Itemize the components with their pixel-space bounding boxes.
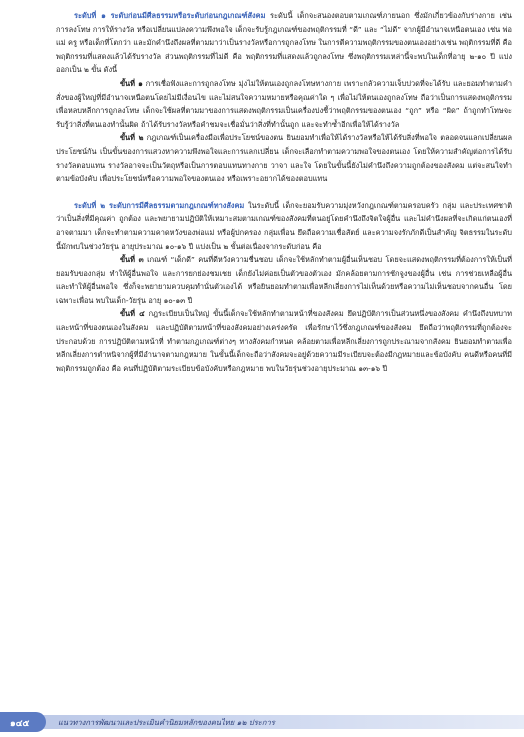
paragraph-stage-2 xyxy=(56,131,512,185)
stage-4-heading: ขั้นที่ ๔ xyxy=(120,309,145,319)
page-number: ๑๔๕ xyxy=(10,719,30,729)
stage-4-text: กฎระเบียบเป็นใหญ่ ขั้นนี้เด็กจะใช้หลักทำตามหน้าที่ของสังคม ยึดปฏิบัติการเป็นส่วนหนึ่งของสังคม คำนึงถึงบทบาทและหน้าที่ของตนเองในสังคม และปฏิบัติตามหน้าที่ของสังคมอย่างเคร่งครัด เพื่อรักษาไว้ซึ่งกฎเกณฑ์ของสังคม ยึดถือว่าพฤติกรรมที่ถูกต้องจะประกอบด้วย การปฏิบัติตามหน้าที่ ทำตามกฎเกณฑ์ต่างๆ ทางสังคมกำหนด คล้อยตามเพื่อหลีกเลี่ยงการถูกประณามจากสังคม ยินยอมทำตามเพื่อหลีกเลี่ยงการตำหนิจากผู้ที่มีอำนาจตามกฎหมาย ในขั้นนี้เด็กจะถือว่าสังคมจะอยู่ด้วยความมีระเบียบจะต้องมีกฎหมายและข้อบังคับ คนดีหรือคนที่มีพฤติกรรมถูกต้อง คือ คนที่ปฏิบัติตามระเบียบข้อบังคับหรือกฎหมาย พบในวัยรุ่นช่วงอายุประมาณ ๑๓-๑๖ ปี xyxy=(56,309,512,373)
paragraph-level-1 xyxy=(56,9,512,77)
section-gap xyxy=(56,186,512,199)
stage-3-text: เกณฑ์ “เด็กดี” คนที่ดีหวังความชื่นชอบ เด็กจะใช้หลักทำตามผู้อื่นเห็นชอบ โดยจะแสดงพฤติกรรมที่ต้องการให้เป็นที่ยอมรับของกลุ่ม ทำให้ผู้อื่นพอใจ และการยกย่องชมเชย เด็กยังไม่ค่อยเป็นตัวของตัวเอง มักคล้อยตามการชักจูงของผู้อื่น เช่น การช่วยเหลือผู้อื่น และทำให้ผู้อื่นพอใจ ซึ่งก็จะพยายามควบคุมทำนั่นตัวเองได้ หรือยินยอมทำตามเพื่อหลีกเลี่ยงการไม่เห็นด้วยหรือความไม่เห็นชอบจากคนอื่น โดยเฉพาะเพื่อน พบในเด็ก-วัยรุ่น อายุ ๑๐-๑๓ ปี xyxy=(56,255,512,305)
paragraph-stage-1 xyxy=(56,77,512,131)
stage-2-text: กฎเกณฑ์เป็นเครื่องมือเพื่อประโยชน์ของตน ยินยอมทำเพื่อให้ได้รางวัลหรือให้ได้รับสิ่งที่พอใจ ตลอดจนแลกเปลี่ยนผลประโยชน์กัน เป็นขั้นของการแสวงหาความพึงพอใจและการแลกเปลี่ยน เด็กจะเลือกทำตามความพอใจของตนเอง โดยให้ความสำคัญต่อการได้รับรางวัลตอบแทน รางวัลอาจจะเป็นวัตถุหรือเป็นการตอบแทนทางกาย วาจา และใจ โดยในขั้นนี้ยังไม่คำนึงถึงความถูกต้องของสังคม แต่จะสนใจทำตามข้อบังคับ เพื่อประโยชน์หรือความพอใจของตนเอง หรือเพราะอยากได้ของตอบแทน xyxy=(56,133,512,184)
running-title: แนวทางการพัฒนาและประเมินคำนิยมหลักของคนไทย ๑๒ ประการ xyxy=(58,718,275,727)
stage-1-heading: ขั้นที่ ๑ xyxy=(120,78,143,88)
paragraph-stage-4 xyxy=(56,307,512,375)
paragraph-level-2 xyxy=(56,199,512,253)
stage-1-text: การเชื่อฟังและการถูกลงโทษ มุ่งไม่ให้ตนเองถูกลงโทษทางกาย เพราะกลัวความเจ็บปวดที่จะได้รับ และยอมทำตามคำสั่งของผู้ใหญ่ที่มีอำนาจเหนือตนโดยไม่มีเงื่อนไข และไม่สนใจความหมายหรือคุณค่าใด ๆ เพื่อไม่ให้ตนเองถูกลงโทษ ถือว่าเป็นการแสดงพฤติกรรมเพื่อหลบหลีกการถูกลงโทษ เด็กจะใช้ผลที่ตามมาของการแสดงพฤติกรรมเป็นเครื่องบ่งชี้ว่าพฤติกรรมของตนเอง “ถูก” หรือ “ผิด” ถ้าถูกทำโทษจะรับรู้ว่าสิ่งที่ตนเองทำนั้นผิด ถ้าได้รับรางวัลหรือคำชมจะเชื่อมั่นว่าสิ่งที่ทำนั้นถูก และจะทำซ้ำอีกเพื่อให้ได้รางวัล xyxy=(56,78,512,129)
level-1-text: ระดับนี้ เด็กจะสนองตอบตามเกณฑ์ภายนอก ซึ่งมักเกี่ยวข้องกับร่างกาย เช่น การลงโทษ การให้รางวัล หรือเปลี่ยนแปลงความพึงพอใจ เด็กจะรับรู้กฎเกณฑ์ของพฤติกรรมที่ “ดี” และ “ไม่ดี” จากผู้มีอำนาจเหนือตนเอง เช่น พ่อแม่ ครู หรือเด็กที่โตกว่า และมักคำนึงถึงผลที่ตามมาว่าเป็นรางวัลหรือการถูกลงโทษ ในการตีความพฤติกรรมของตนเองอย่างเช่น พฤติกรรมที่ดี คือ พฤติกรรมที่แสดงแล้วได้รับรางวัล ส่วนพฤติกรรมที่ไม่ดี คือ พฤติกรรมที่แสดงแล้วถูกลงโทษ ซึ่งพฤติกรรมเหล่านี้จะพบในเด็กที่อายุ ๒-๑๐ ปี แบ่งออกเป็น ๒ ขั้น ดังนี้ xyxy=(56,11,512,75)
level-2-heading: ระดับที่ ๒ ระดับการมีศีลธรรมตามกฎเกณฑ์ทางสังคม xyxy=(74,200,245,210)
page-footer xyxy=(0,712,524,737)
level-1-heading: ระดับที่ ๑ ระดับก่อนมีศีลธรรมหรือระดับก่อนกฎเกณฑ์สังคม xyxy=(74,11,266,20)
stage-2-heading: ขั้นที่ ๒ xyxy=(120,133,144,143)
level-2-text: ในระดับนี้ เด็กจะยอมรับความมุ่งหวังกฎเกณฑ์ตามครอบครัว กลุ่ม และประเทศชาติว่าเป็นสิ่งที่มีคุณค่า ถูกต้อง และพยายามปฏิบัติให้เหมาะสมตามเกณฑ์ของสังคมที่ตนอยู่โดยคำนึงถึงจิตใจผู้อื่น และไม่คำนึงผลที่จะเกิดแก่ตนเองที่อาจตามมา เด็กจะทำตามความคาดหวังของพ่อแม่ หรือผู้ปกครอง กลุ่มเพื่อน ยึดถือความเชื่อสัตย์ และความจงรักภักดีเป็นสำคัญ จิตธรรมในระดับนี้มักพบในช่วงวัยรุ่น อายุประมาณ ๑๐-๑๖ ปี แบ่งเป็น ๒ ขั้นต่อเนื่องจากระดับก่อน คือ xyxy=(56,200,512,251)
paragraph-stage-3 xyxy=(56,253,512,307)
stage-3-heading: ขั้นที่ ๓ xyxy=(120,255,144,265)
page-number-badge xyxy=(0,712,46,732)
page-body xyxy=(56,9,512,375)
